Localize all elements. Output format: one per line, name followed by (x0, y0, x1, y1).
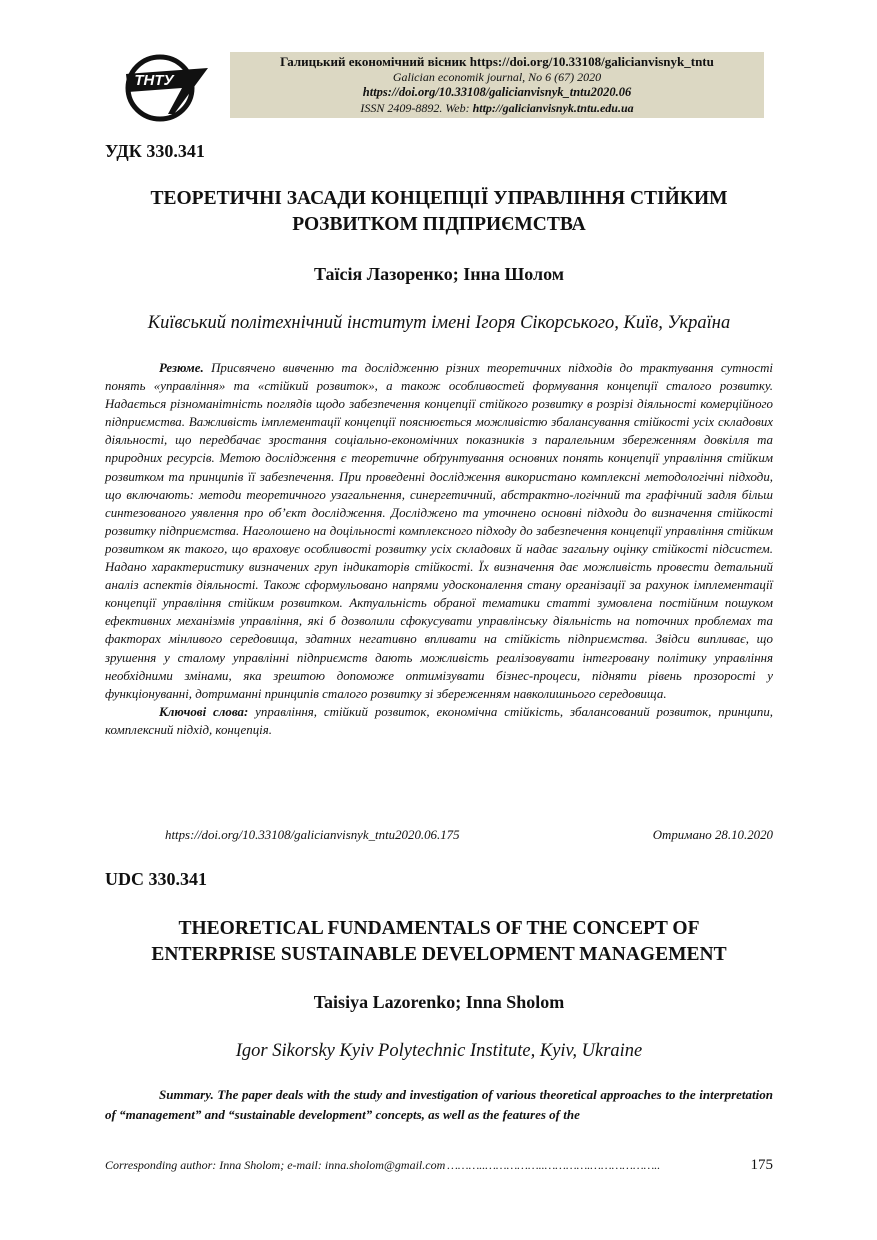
journal-title-ua: Галицький економічний вісник https://doi.org/10.33108/galicianvisnyk_tntu (280, 54, 714, 69)
received-date: Отримано 28.10.2020 (652, 828, 773, 842)
page-number: 175 (750, 1157, 773, 1173)
title-ua: ТЕОРЕТИЧНІ ЗАСАДИ КОНЦЕПЦІЇ УПРАВЛІННЯ СТІЙКИМ РОЗВИТКОМ ПІДПРИЄМСТВА (150, 188, 728, 235)
article-doi: https://doi.org/10.33108/galicianvisnyk_tntu2020.06.175 (165, 828, 460, 842)
keywords-label: Ключові слова: (159, 704, 249, 719)
logo-text: ТНТУ (134, 72, 174, 89)
keywords-text: управління, стійкий розвиток, економічна стійкість, збалансований розвиток, принципи, комплексний підхід, концепція. (105, 704, 773, 737)
journal-logo (124, 52, 210, 122)
summary-en: Summary. The paper deals with the study and investigation of various theoretical approaches to the interpretation of “management” and “sustainable development” concepts, as well as the features of the (105, 1087, 773, 1122)
journal-info-box (230, 52, 764, 118)
journal-title-en: Galician economik journal, No 6 (67) 2020 (392, 69, 602, 84)
abstract-text: Присвячено вивченню та дослідженню різних теоретичних підходів до трактування сутності понять «управління» та «стійкий розвиток», а також особливостей формування концепції сталого розвитку. Надається різноманітність поглядів щодо забезпечення концепції стійкого розвитку в розрізі діяльності комерційного підприємства. Важливість імплементації концепції пояснюється можливістю збалансування стійкості усіх складових діяльності, що передбачає зростання соціально-економічних показників з паралельним збереженням довкілля та природних ресурсів. Метою дослідження є теоретичне обґрунтування основних понять концепції управління стійким розвитком та принципів її забезпечення. При проведенні дослідження використано комплексні методологічні підходи, що включають: методи теоретичного узагальнення, синергетичний, абстрактно-логічний та графічний задля більш синтезованого уявлення про об’єкт дослідження. Досліджено та уточнено основні підходи до визначення стійкості розвитку підприємства. Наголошено на доцільності комплексного підходу до забезпечення концепції управління стійким розвитком як такого, що враховує особливості розвитку усіх складових й надає загальну оцінку стійкості підсистем. Надано характеристику визначених груп індикаторів стійкості. Їх визначення дає можливість провести детальний аналіз аспектів діяльності. Також сформульовано напрями удосконалення стану організації за рахунок імплементації концепції управління стійким розвитком. Актуальність обраної тематики статті зумовлена постійним пошуком ефективних механізмів управління, які б дозволили сфокусувати управлінську діяльність на поточних проблемах та факторах мінливого середовища, здатних негативно впливати на стійкість підприємства. Звідси випливає, що зрушення у сталому управлінні підприємств дають можливість реалізовувати інтегровану політику управління необхідними змінами, яка зрештою допоможе оптимізувати бізнес-процеси, підняти рівень прозорості у функціонуванні, дотриманні принципів сталого розвитку зі збереженням навколишнього середовища. (105, 361, 773, 701)
udc-en: UDC 330.341 (105, 869, 207, 889)
page-footer (105, 1157, 773, 1174)
footer-dots: ………..……………..………….……………….. (447, 1158, 661, 1172)
journal-issn: ISSN 2409-8892. Web: http://galicianvisnyk.tntu.edu.ua (360, 100, 634, 115)
affiliation-ua: Київський політехнічний інститут імені Ігоря Сікорського, Київ, Україна (147, 313, 731, 333)
journal-doi: https://doi.org/10.33108/galicianvisnyk_tntu2020.06 (362, 85, 632, 99)
title-en: THEORETICAL FUNDAMENTALS OF THE CONCEPT OF ENTERPRISE SUSTAINABLE DEVELOPMENT MANAGEMENT (151, 918, 727, 965)
abstract-ua (105, 359, 773, 739)
tntu-logo-icon (124, 52, 210, 122)
affiliation-en: Igor Sikorsky Kyiv Polytechnic Institute, Kyiv, Ukraine (235, 1041, 643, 1061)
authors-ua: Таїсія Лазоренко; Інна Шолом (313, 264, 565, 284)
udc-ua: УДК 330.341 (105, 141, 205, 161)
abstract-label: Резюме. (159, 361, 204, 375)
corresponding-author: Corresponding author: Inna Sholom; e-mail: inna.sholom@gmail.com (105, 1158, 446, 1172)
authors-en: Taisiya Lazorenko; Inna Sholom (313, 992, 565, 1012)
